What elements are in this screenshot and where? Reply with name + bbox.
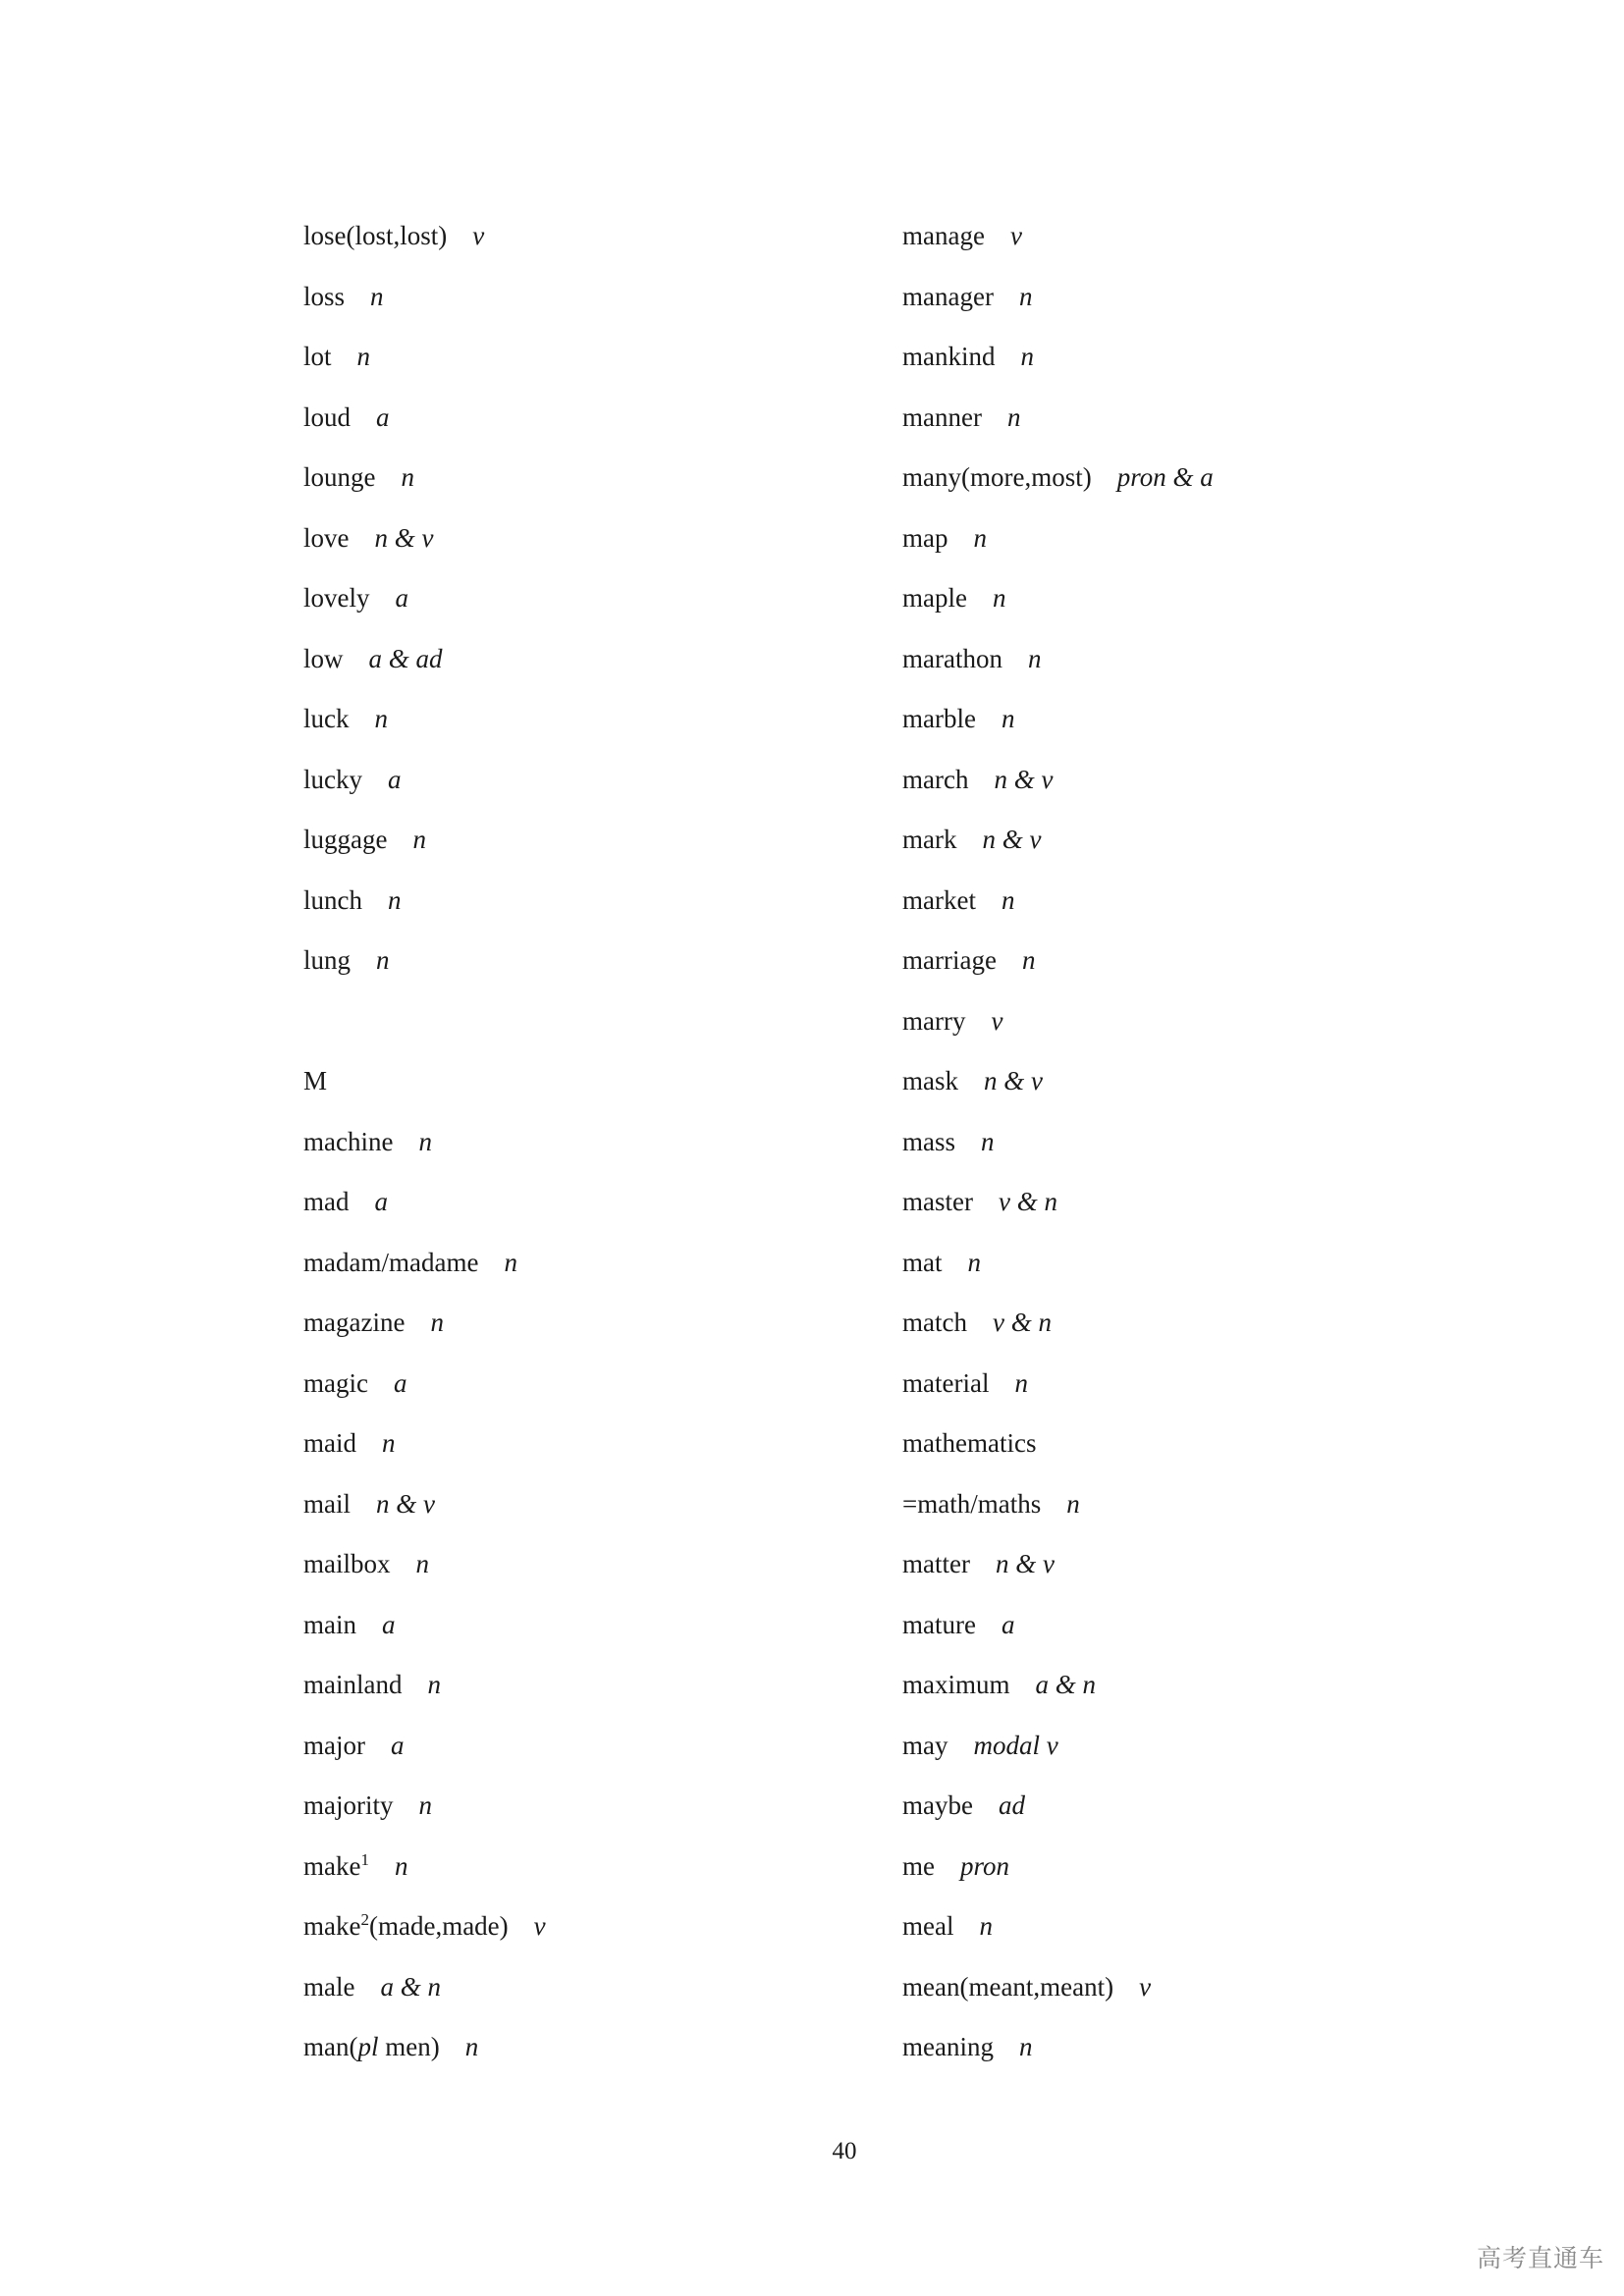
part-of-speech: n [1014, 1367, 1028, 1398]
vocab-entry [902, 2025, 1511, 2086]
vocab-entry [902, 1542, 1511, 1603]
part-of-speech: v [991, 1005, 1003, 1036]
vocab-entry [303, 1965, 853, 2026]
part-of-speech: n [374, 704, 388, 733]
vocab-entry [303, 938, 853, 999]
part-of-speech: n [1066, 1488, 1080, 1519]
part-of-speech: a [382, 1609, 396, 1639]
vocab-entry [303, 214, 853, 275]
vocab-entry [303, 818, 853, 879]
vocab-word-text: mean(meant,meant) [902, 1971, 1114, 2002]
vocab-word-text: many(more,most) [902, 462, 1092, 492]
vocab-entry [303, 697, 853, 758]
vocab-word [902, 583, 967, 613]
vocab-entry [902, 879, 1511, 939]
vocab-word-text: mad [303, 1187, 350, 1216]
vocab-word-text: loss [303, 281, 346, 311]
vocab-entry [303, 758, 853, 819]
vocab-word [303, 1187, 350, 1216]
vocab-entry [303, 335, 853, 396]
vocab-word [902, 342, 996, 371]
vocab-word-text: mailbox [303, 1549, 391, 1578]
watermark-text: 高考直通车 [1476, 2244, 1604, 2272]
part-of-speech: n [388, 884, 402, 915]
vocab-entry [303, 999, 853, 1060]
vocab-word [303, 765, 362, 794]
vocab-word-text: me [902, 1850, 935, 1881]
vocab-word-text: market [902, 884, 976, 915]
vocab-word-text: lounge [303, 462, 376, 492]
vocab-word-text: master [902, 1187, 973, 1216]
vocab-entry [303, 1542, 853, 1603]
vocab-entry [902, 576, 1511, 637]
vocab-word [303, 1610, 356, 1639]
vocab-word [902, 1972, 1113, 2002]
vocab-word-text: mass [902, 1126, 955, 1156]
vocab-entry [303, 1301, 853, 1362]
word-list-right-column [902, 214, 1511, 2086]
vocab-entry [303, 1784, 853, 1844]
vocab-entry [902, 1301, 1511, 1362]
vocab-entry [902, 1965, 1511, 2026]
part-of-speech: a & n [380, 1971, 441, 2002]
vocab-entry [303, 1180, 853, 1241]
part-of-speech: n [973, 522, 987, 553]
vocab-word-text: luggage [303, 825, 388, 854]
vocab-word [902, 1790, 973, 1820]
vocab-word [303, 523, 350, 553]
vocab-word-text: lovely [303, 583, 370, 613]
vocab-word [902, 885, 976, 915]
vocab-word [902, 2032, 994, 2061]
vocab-word-text: mat [902, 1247, 943, 1277]
vocab-word-text: marble [902, 704, 976, 733]
vocab-word [303, 885, 362, 915]
part-of-speech: a & ad [368, 643, 443, 673]
vocab-word-text: M [303, 1066, 328, 1095]
vocab-word [303, 1489, 351, 1519]
vocab-word-text: manage [902, 221, 985, 250]
vocab-word [303, 2032, 440, 2061]
vocab-word-text: material [902, 1367, 990, 1398]
vocab-word [902, 1489, 1041, 1519]
vocab-word-text: make [303, 1850, 361, 1881]
part-of-speech: n [464, 2032, 479, 2061]
vocab-word-text: lunch [303, 884, 362, 915]
vocab-word [303, 1731, 365, 1760]
vocab-word [902, 282, 994, 311]
vocab-word-text: luck [303, 704, 350, 733]
vocab-entry [303, 1844, 853, 1905]
vocab-word [902, 1731, 948, 1760]
vocab-word [303, 1549, 391, 1578]
part-of-speech: v & n [992, 1308, 1052, 1337]
vocab-entry [902, 637, 1511, 698]
vocab-word [303, 704, 350, 733]
vocab-word-text: magic [303, 1367, 368, 1398]
part-of-speech: n [967, 1247, 981, 1277]
vocab-word-text: lucky [303, 764, 362, 794]
part-of-speech: n [1001, 704, 1015, 733]
part-of-speech: n [1006, 401, 1021, 432]
part-of-speech: n [1021, 945, 1036, 975]
vocab-word-text: manner [902, 401, 982, 432]
vocab-entry [902, 1421, 1511, 1482]
vocab-word [902, 1006, 965, 1036]
vocab-entry [303, 1603, 853, 1664]
vocab-word-text: maybe [902, 1790, 973, 1820]
part-of-speech: n & v [995, 1549, 1055, 1578]
vocab-entry [902, 1059, 1511, 1120]
vocab-word-text: main [303, 1609, 356, 1639]
part-of-speech: n [415, 1549, 429, 1578]
vocab-entry [902, 396, 1511, 456]
vocab-entry [303, 879, 853, 939]
vocab-word [303, 945, 351, 975]
vocab-word-text: lot [303, 342, 332, 371]
part-of-speech: n [427, 1670, 441, 1699]
vocab-word-text: march [902, 764, 969, 794]
vocab-entry [902, 1120, 1511, 1181]
vocab-entry [902, 455, 1511, 516]
vocab-word [902, 462, 1092, 492]
vocab-word [303, 221, 447, 250]
vocab-word-text: man( [303, 2032, 358, 2061]
vocab-word-text: mankind [902, 342, 996, 371]
vocab-word-text: loud [303, 401, 352, 432]
vocab-entry [303, 2025, 853, 2086]
vocab-entry [303, 1362, 853, 1422]
vocab-word-text: mathematics [902, 1428, 1037, 1458]
vocab-word-text: mature [902, 1609, 976, 1639]
vocab-word-suffix: (made,made) [368, 1911, 509, 1941]
part-of-speech: n [418, 1790, 432, 1820]
vocab-word-text: may [902, 1730, 948, 1760]
part-of-speech: v [472, 221, 485, 250]
vocab-entry [902, 1603, 1511, 1664]
vocab-word-text: mask [902, 1066, 958, 1095]
part-of-speech: n & v [374, 522, 434, 553]
page-number: 40 [832, 2138, 857, 2164]
part-of-speech: pron & a [1116, 462, 1214, 492]
vocab-entry [303, 275, 853, 336]
part-of-speech: n [376, 945, 390, 975]
vocab-word-text: match [902, 1308, 967, 1337]
vocab-word-text: machine [303, 1126, 394, 1156]
vocab-word [902, 1248, 943, 1277]
vocab-word-text: =math/maths [902, 1488, 1042, 1519]
vocab-word [902, 1610, 976, 1639]
part-of-speech: n [370, 281, 384, 311]
vocab-word [303, 644, 344, 673]
vocab-word-text: maid [303, 1428, 356, 1458]
vocab-word-text: lung [303, 945, 352, 975]
vocab-entry [303, 1663, 853, 1724]
vocab-word-superscript: 2 [360, 1910, 369, 1929]
vocab-entry [303, 1904, 853, 1965]
vocab-word [902, 1911, 953, 1941]
vocab-entry [902, 1180, 1511, 1241]
vocab-word-text: madam/madame [303, 1247, 479, 1277]
part-of-speech: ad [998, 1790, 1025, 1820]
vocab-entry [902, 818, 1511, 879]
vocab-entry [303, 1241, 853, 1302]
vocab-word [902, 1549, 970, 1578]
vocab-word-text: major [303, 1730, 365, 1760]
vocab-word [303, 1790, 393, 1820]
vocab-word [902, 1428, 1036, 1458]
vocab-entry [303, 516, 853, 577]
vocab-word [303, 1066, 327, 1095]
vocab-word-text: magazine [303, 1308, 406, 1337]
part-of-speech: a [390, 1730, 405, 1760]
part-of-speech: n & v [984, 1066, 1043, 1095]
part-of-speech: v [1139, 1971, 1152, 2002]
vocab-word [303, 1127, 393, 1156]
vocab-word-text: maximum [902, 1670, 1010, 1699]
part-of-speech: n [979, 1911, 993, 1941]
vocab-word [902, 1368, 989, 1398]
vocab-entry [303, 576, 853, 637]
vocab-word-text: maple [902, 583, 967, 613]
part-of-speech: n [1027, 643, 1042, 673]
vocab-word-text: marriage [902, 945, 997, 975]
part-of-speech: v & n [998, 1187, 1057, 1216]
vocab-word [303, 1368, 368, 1398]
vocab-entry [902, 1241, 1511, 1302]
part-of-speech: n [382, 1428, 396, 1458]
vocab-word-text: manager [902, 281, 994, 311]
vocab-word [902, 644, 1002, 673]
part-of-speech: pron [960, 1850, 1010, 1881]
vocab-word [902, 221, 985, 250]
vocab-entry [902, 1784, 1511, 1844]
vocab-word-text: map [902, 522, 948, 553]
vocab-word [303, 1851, 369, 1881]
vocab-word-text: matter [902, 1549, 970, 1578]
vocab-entry [303, 1421, 853, 1482]
vocab-word [902, 1127, 955, 1156]
part-of-speech: a [395, 583, 408, 613]
vocab-word-text: mail [303, 1488, 351, 1519]
vocab-entry [303, 1482, 853, 1543]
vocab-word [902, 704, 976, 733]
vocab-word [303, 1670, 402, 1699]
vocab-entry [902, 275, 1511, 336]
part-of-speech: n [504, 1247, 517, 1277]
vocab-entry [303, 1120, 853, 1181]
part-of-speech: n [430, 1308, 444, 1337]
part-of-speech: n [401, 462, 414, 492]
vocab-word [902, 1308, 967, 1337]
vocab-word-text: marry [902, 1005, 966, 1036]
part-of-speech: n [1020, 342, 1034, 371]
part-of-speech: n [1018, 281, 1033, 311]
vocab-word [303, 282, 345, 311]
vocab-word-text: male [303, 1971, 355, 2002]
vocab-word-suffix: men) [378, 2032, 440, 2061]
vocab-word [902, 1670, 1010, 1699]
vocab-word [303, 1308, 405, 1337]
vocab-entry [303, 637, 853, 698]
vocab-word [303, 342, 332, 371]
vocab-entry [902, 999, 1511, 1060]
vocab-entry [303, 396, 853, 456]
part-of-speech: a & n [1035, 1670, 1097, 1699]
part-of-speech: n & v [982, 825, 1042, 854]
vocab-word-text: low [303, 643, 344, 673]
vocab-word [303, 1972, 354, 2002]
vocab-word [902, 523, 948, 553]
vocab-entry [902, 214, 1511, 275]
vocab-word [902, 1066, 958, 1095]
part-of-speech: n [992, 583, 1006, 613]
part-of-speech: v [533, 1911, 546, 1941]
vocab-word-text: mainland [303, 1670, 403, 1699]
part-of-speech: a [388, 764, 402, 794]
part-of-speech: a [393, 1367, 407, 1398]
vocab-word [303, 583, 370, 613]
vocab-word-text: meaning [902, 2032, 994, 2061]
vocab-word-text: love [303, 522, 350, 553]
word-list-left-column [303, 214, 853, 2086]
vocab-entry [902, 335, 1511, 396]
part-of-speech: n & v [376, 1488, 435, 1519]
vocab-entry [902, 758, 1511, 819]
part-of-speech: a [1001, 1609, 1015, 1639]
vocab-word [303, 1911, 509, 1941]
vocab-word [303, 1248, 478, 1277]
part-of-speech: v [1009, 221, 1022, 250]
part-of-speech: n [412, 825, 426, 854]
vocab-entry [902, 1904, 1511, 1965]
vocab-word-italic: pl [357, 2032, 379, 2061]
vocab-word [303, 402, 351, 432]
part-of-speech: n [1001, 884, 1015, 915]
vocab-word-text: marathon [902, 643, 1002, 673]
vocab-word [902, 945, 997, 975]
part-of-speech: modal v [973, 1730, 1058, 1760]
vocab-word [902, 1851, 935, 1881]
vocab-word [902, 825, 956, 854]
vocab-entry [303, 1059, 853, 1120]
vocab-word [303, 825, 387, 854]
vocab-word [902, 402, 982, 432]
vocab-entry [902, 1482, 1511, 1543]
vocab-entry [902, 516, 1511, 577]
vocab-entry [303, 1724, 853, 1785]
vocab-entry [902, 1724, 1511, 1785]
vocab-entry [902, 938, 1511, 999]
vocab-word-superscript: 1 [360, 1849, 369, 1869]
part-of-speech: n [394, 1850, 408, 1881]
part-of-speech: a [374, 1187, 388, 1216]
vocab-word [902, 765, 968, 794]
vocab-word-text: meal [902, 1911, 954, 1941]
vocab-word-text: lose(lost,lost) [303, 221, 448, 250]
part-of-speech: n [981, 1126, 995, 1156]
vocab-entry [902, 1362, 1511, 1422]
part-of-speech: n & v [994, 764, 1054, 794]
vocab-entry [303, 455, 853, 516]
part-of-speech: n [1018, 2032, 1033, 2061]
vocab-entry [902, 1663, 1511, 1724]
vocab-word [303, 1428, 356, 1458]
vocab-word-text: mark [902, 825, 957, 854]
part-of-speech: n [356, 342, 371, 371]
part-of-speech: n [418, 1126, 432, 1156]
vocab-word-text: make [303, 1911, 361, 1941]
vocab-entry [902, 697, 1511, 758]
vocab-word [902, 1187, 973, 1216]
vocab-word-text: majority [303, 1790, 394, 1820]
part-of-speech: a [376, 401, 390, 432]
vocab-word [303, 462, 376, 492]
vocab-entry [902, 1844, 1511, 1905]
